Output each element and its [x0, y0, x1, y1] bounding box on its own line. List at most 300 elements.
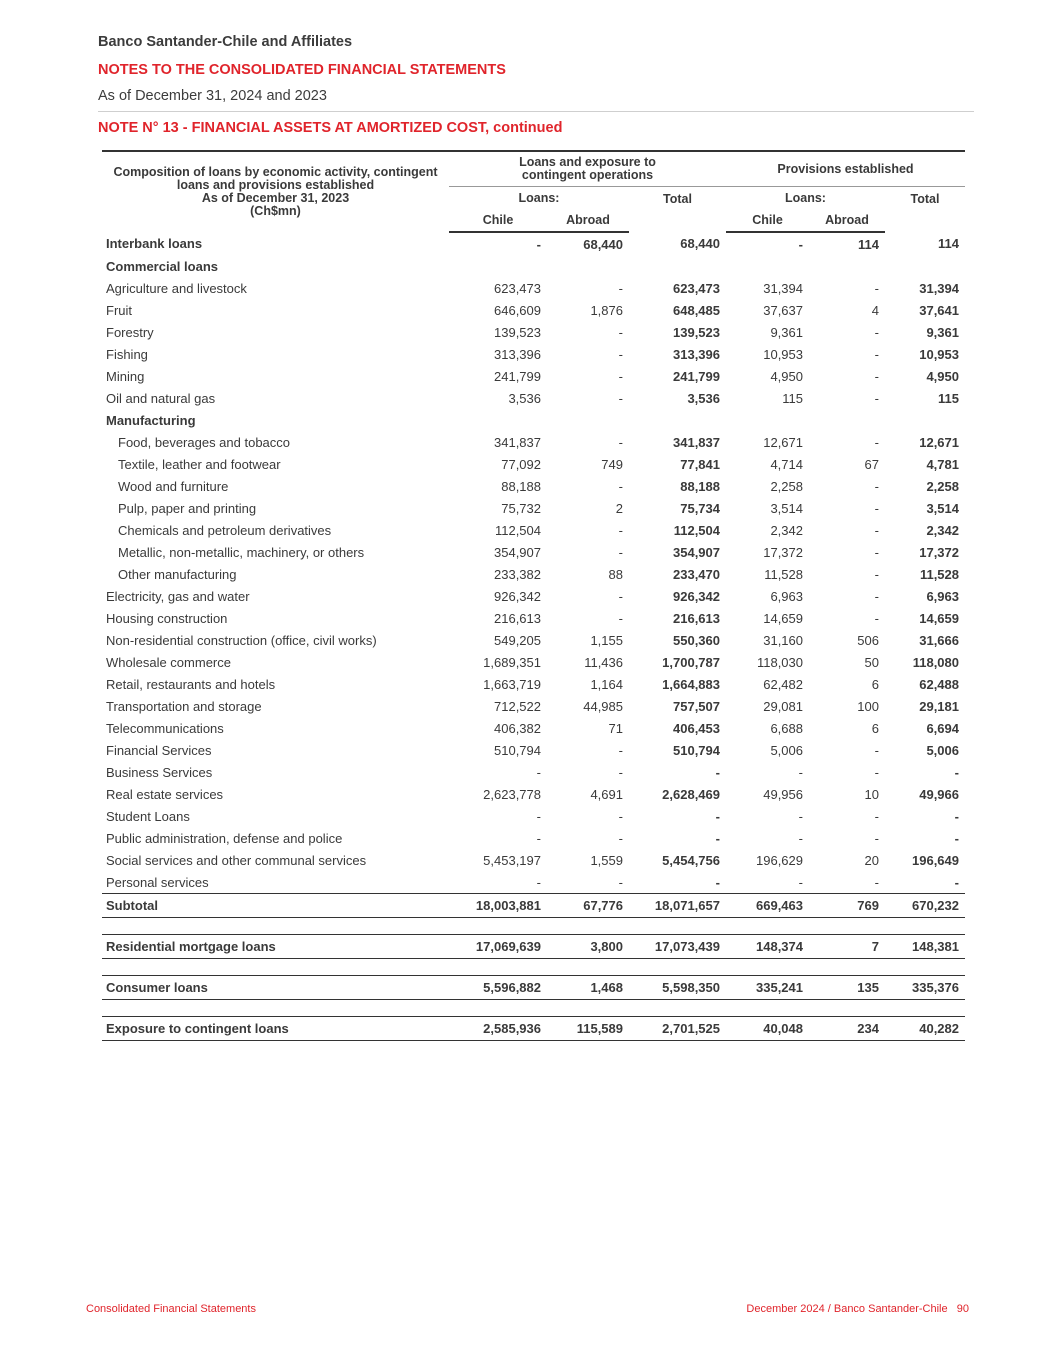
value-cell: - [618, 478, 623, 494]
value-cell: 712,522 [494, 698, 541, 714]
value-cell: 115 [938, 390, 959, 406]
company-name: Banco Santander-Chile and Affiliates [98, 34, 353, 50]
table-row [102, 497, 965, 519]
value-cell: 17,069,639 [449, 935, 547, 959]
value-cell: 3,536 [687, 390, 720, 406]
value-cell: - [618, 368, 623, 384]
footer-right: December 2024 / Banco Santander-Chile 90 [746, 1303, 969, 1315]
value-cell: 112,504 [494, 522, 541, 538]
label-header-line: Composition of loans by economic activity, contingent [113, 165, 438, 179]
value-cell: - [874, 368, 879, 384]
value-cell: - [874, 280, 879, 296]
value-cell: 550,360 [673, 632, 720, 648]
value-cell: 6,694 [926, 720, 959, 736]
table-row [102, 541, 965, 563]
value-cell: 3,800 [547, 935, 629, 959]
value-cell: 510,794 [673, 742, 720, 758]
value-cell: - [954, 830, 959, 846]
value-cell: 44,985 [583, 698, 623, 714]
value-cell: 669,463 [726, 894, 809, 918]
value-cell: - [954, 808, 959, 824]
value-cell: 118,030 [756, 654, 803, 670]
row-label: Chemicals and petroleum derivatives [118, 522, 332, 538]
value-cell: 623,473 [494, 280, 541, 296]
value-cell: 670,232 [885, 894, 965, 918]
value-cell: - [618, 742, 623, 758]
table-row [102, 783, 965, 805]
value-cell: 114 [858, 236, 879, 252]
value-cell: - [536, 830, 541, 846]
value-cell: 1,155 [590, 632, 623, 648]
value-cell: 115,589 [547, 1017, 629, 1041]
value-cell: 40,048 [726, 1017, 809, 1041]
value-cell: 241,799 [673, 368, 720, 384]
value-cell: - [874, 874, 879, 890]
value-cell: - [618, 522, 623, 538]
value-cell: 31,160 [763, 632, 803, 648]
label-header-line: (Ch$mn) [250, 204, 301, 218]
row-label: Forestry [106, 324, 154, 340]
value-cell [629, 409, 726, 431]
value-cell [885, 255, 965, 277]
value-cell: 2,258 [770, 478, 803, 494]
row-label: Public administration, defense and police [106, 830, 343, 846]
row-label: Mining [106, 368, 145, 384]
date-line: As of December 31, 2024 and 2023 [98, 88, 327, 104]
table-row [102, 431, 965, 453]
table-row [102, 321, 965, 343]
row-label: Financial Services [106, 742, 212, 758]
table-total-row [102, 976, 965, 1000]
row-label: Transportation and storage [106, 698, 262, 714]
value-cell: 506 [857, 632, 879, 648]
value-cell: 1,164 [590, 676, 623, 692]
table-row [102, 519, 965, 541]
value-cell: 11,436 [584, 654, 623, 670]
value-cell: 68,440 [583, 236, 623, 252]
value-cell: 67,776 [547, 894, 629, 918]
table-row [102, 827, 965, 849]
value-cell: 1,663,719 [483, 676, 541, 692]
row-label: Student Loans [106, 808, 190, 824]
value-cell: 31,394 [919, 280, 959, 296]
value-cell: - [715, 764, 720, 780]
value-cell: 233,470 [673, 566, 720, 582]
chile-header: Chile [449, 209, 547, 232]
value-cell: 926,342 [673, 588, 720, 604]
value-cell: 2,628,469 [662, 786, 720, 802]
table-row [102, 871, 965, 894]
value-cell: - [715, 830, 720, 846]
provisions-abroad-header: Abroad [809, 209, 885, 232]
label-column-header [102, 151, 449, 232]
total-header: Total [663, 192, 692, 206]
value-cell: 4,781 [926, 456, 959, 472]
value-cell [809, 409, 885, 431]
value-cell: 216,613 [673, 610, 720, 626]
value-cell: 341,837 [673, 434, 720, 450]
value-cell: 31,394 [763, 280, 803, 296]
value-cell: - [536, 808, 541, 824]
row-label: Wholesale commerce [106, 654, 231, 670]
value-cell: 12,671 [763, 434, 803, 450]
value-cell: 49,956 [763, 786, 803, 802]
value-cell: - [618, 830, 623, 846]
value-cell: 234 [809, 1017, 885, 1041]
value-cell: - [618, 588, 623, 604]
provisions-total-header: Total [910, 192, 940, 206]
value-cell: - [618, 874, 623, 890]
table-row [102, 343, 965, 365]
value-cell: 1,559 [590, 852, 623, 868]
value-cell: - [618, 346, 623, 362]
value-cell [547, 409, 629, 431]
value-cell: - [536, 764, 541, 780]
value-cell: - [874, 588, 879, 604]
value-cell: - [874, 390, 879, 406]
value-cell [629, 255, 726, 277]
value-cell: 5,006 [770, 742, 803, 758]
value-cell: 4,950 [926, 368, 959, 384]
value-cell: 233,382 [494, 566, 541, 582]
row-label: Textile, leather and footwear [118, 456, 281, 472]
loans-exposure-group-header: Loans and exposure to contingent operations [449, 151, 726, 187]
value-cell: - [618, 764, 623, 780]
value-cell: 769 [809, 894, 885, 918]
value-cell [726, 409, 809, 431]
value-cell: 112,504 [673, 522, 720, 538]
value-cell: 4,950 [770, 368, 803, 384]
value-cell: 17,073,439 [629, 935, 726, 959]
value-cell: - [618, 610, 623, 626]
row-label: Commercial loans [106, 258, 218, 274]
value-cell: 757,507 [673, 698, 720, 714]
value-cell: - [536, 236, 541, 252]
row-label: Telecommunications [106, 720, 224, 736]
value-cell: 354,907 [494, 544, 541, 560]
table-row [102, 629, 965, 651]
value-cell: 216,613 [494, 610, 541, 626]
table-spacer-row [102, 1000, 965, 1017]
value-cell: - [874, 500, 879, 516]
value-cell: 75,732 [501, 500, 541, 516]
table-row [102, 585, 965, 607]
row-label: Real estate services [106, 786, 224, 802]
spacer-cell [102, 959, 965, 976]
value-cell: 71 [608, 720, 623, 736]
value-cell: 37,641 [919, 302, 959, 318]
value-cell: 1,876 [590, 302, 623, 318]
value-cell: 5,453,197 [483, 852, 541, 868]
value-cell: 75,734 [680, 500, 720, 516]
table-spacer-row [102, 959, 965, 976]
value-cell: - [618, 324, 623, 340]
value-cell: - [874, 610, 879, 626]
value-cell: 5,598,350 [629, 976, 726, 1000]
value-cell: 68,440 [680, 236, 720, 251]
value-cell: 2,342 [770, 522, 803, 538]
value-cell: 6,963 [926, 588, 959, 604]
value-cell: - [874, 544, 879, 560]
value-cell: 3,514 [926, 500, 959, 516]
loans-subheader: Loans: [518, 191, 560, 205]
value-cell: 2 [615, 500, 623, 516]
value-cell: 648,485 [673, 302, 720, 318]
row-label: Housing construction [106, 610, 228, 626]
value-cell: - [798, 874, 803, 890]
value-cell: 313,396 [494, 346, 541, 362]
table-row [102, 695, 965, 717]
table-row [102, 651, 965, 673]
value-cell: 4,691 [590, 786, 623, 802]
value-cell: 50 [864, 654, 879, 670]
value-cell: - [874, 742, 879, 758]
value-cell: - [715, 808, 720, 824]
value-cell: - [874, 566, 879, 582]
value-cell: 549,205 [494, 632, 541, 648]
value-cell [449, 255, 547, 277]
table-row [102, 717, 965, 739]
table-total-row [102, 894, 965, 918]
row-label: Electricity, gas and water [106, 588, 250, 604]
value-cell: 62,482 [763, 676, 803, 692]
value-cell: 18,071,657 [629, 894, 726, 918]
value-cell: 115 [782, 390, 803, 406]
value-cell: 3,514 [770, 500, 803, 516]
value-cell [809, 255, 885, 277]
value-cell: 11,528 [764, 566, 803, 582]
value-cell: - [874, 478, 879, 494]
label-header-line: As of December 31, 2023 [201, 191, 350, 205]
row-label: Food, beverages and tobacco [118, 434, 291, 450]
row-label: Interbank loans [106, 236, 203, 251]
value-cell: 31,666 [919, 632, 959, 648]
value-cell: - [715, 874, 720, 890]
value-cell: - [874, 808, 879, 824]
row-label: Social services and other communal services [106, 852, 367, 868]
value-cell: 341,837 [494, 434, 541, 450]
row-label: Non-residential construction (office, civil works) [106, 632, 377, 648]
value-cell: - [798, 236, 803, 252]
row-label: Wood and furniture [118, 478, 229, 494]
value-cell: 77,841 [680, 456, 720, 472]
value-cell: 139,523 [673, 324, 720, 340]
value-cell: - [536, 874, 541, 890]
value-cell: 4 [871, 302, 879, 318]
value-cell: 29,181 [919, 698, 959, 714]
table-row [102, 849, 965, 871]
value-cell: 114 [938, 236, 959, 251]
value-cell: 17,372 [919, 544, 959, 560]
value-cell: 5,596,882 [449, 976, 547, 1000]
value-cell: - [618, 808, 623, 824]
value-cell: 646,609 [494, 302, 541, 318]
value-cell: 49,966 [919, 786, 959, 802]
value-cell: 88,188 [501, 478, 541, 494]
value-cell: 354,907 [673, 544, 720, 560]
provisions-chile-header: Chile [726, 209, 809, 232]
value-cell: 623,473 [673, 280, 720, 296]
value-cell: - [954, 764, 959, 780]
row-label: Oil and natural gas [106, 390, 216, 406]
value-cell: 37,637 [763, 302, 803, 318]
value-cell: 14,659 [919, 610, 959, 626]
row-label: Agriculture and livestock [106, 280, 247, 296]
value-cell: 6 [871, 720, 879, 736]
value-cell: 335,376 [885, 976, 965, 1000]
value-cell: 4,714 [770, 456, 803, 472]
row-label: Residential mortgage loans [102, 935, 449, 959]
value-cell: 2,258 [926, 478, 959, 494]
row-label: Personal services [106, 874, 209, 890]
value-cell [547, 255, 629, 277]
table-row [102, 232, 965, 255]
value-cell: 510,794 [494, 742, 541, 758]
value-cell: 29,081 [763, 698, 803, 714]
value-cell: 14,659 [763, 610, 803, 626]
note-title: NOTE N° 13 - FINANCIAL ASSETS AT AMORTIZED COST, continued [98, 120, 563, 136]
table-row [102, 387, 965, 409]
loans-table [102, 150, 965, 1041]
value-cell: 6,963 [770, 588, 803, 604]
value-cell [885, 409, 965, 431]
value-cell: 5,006 [926, 742, 959, 758]
provisions-loans-subheader: Loans: [785, 191, 826, 205]
value-cell: 7 [809, 935, 885, 959]
row-label: Other manufacturing [118, 566, 237, 582]
value-cell: - [874, 764, 879, 780]
value-cell: - [874, 324, 879, 340]
table-row [102, 607, 965, 629]
row-label: Metallic, non-metallic, machinery, or others [118, 544, 365, 560]
value-cell: 17,372 [763, 544, 803, 560]
value-cell: 148,374 [726, 935, 809, 959]
row-label: Consumer loans [102, 976, 449, 1000]
footer-left: Consolidated Financial Statements [86, 1303, 256, 1315]
value-cell: - [618, 434, 623, 450]
value-cell [726, 255, 809, 277]
row-label: Fruit [106, 302, 132, 318]
value-cell: - [618, 390, 623, 406]
table-row [102, 761, 965, 783]
value-cell [449, 409, 547, 431]
notes-title: NOTES TO THE CONSOLIDATED FINANCIAL STATEMENTS [98, 62, 506, 78]
row-label: Subtotal [102, 894, 449, 918]
value-cell: 1,689,351 [483, 654, 541, 670]
value-cell: - [798, 830, 803, 846]
value-cell: 2,623,778 [483, 786, 541, 802]
value-cell: - [874, 346, 879, 362]
value-cell: 3,536 [508, 390, 541, 406]
value-cell: 100 [857, 698, 879, 714]
value-cell: 10,953 [763, 346, 803, 362]
value-cell: 10 [864, 786, 879, 802]
table-row [102, 805, 965, 827]
row-label: Pulp, paper and printing [118, 500, 257, 516]
value-cell: 135 [809, 976, 885, 1000]
value-cell: 9,361 [926, 324, 959, 340]
value-cell: 5,454,756 [662, 852, 720, 868]
value-cell: 11,528 [919, 566, 959, 582]
value-cell: 196,649 [912, 852, 959, 868]
value-cell: 2,342 [926, 522, 959, 538]
row-label: Manufacturing [106, 412, 196, 428]
value-cell: - [954, 874, 959, 890]
provisions-group-header: Provisions established [726, 151, 965, 187]
value-cell: 406,453 [673, 720, 720, 736]
value-cell: 118,080 [912, 654, 959, 670]
value-cell: 40,282 [885, 1017, 965, 1041]
value-cell: 77,092 [501, 456, 541, 472]
value-cell: 1,700,787 [662, 654, 720, 670]
value-cell: 139,523 [494, 324, 541, 340]
value-cell: - [618, 544, 623, 560]
value-cell: 6 [871, 676, 879, 692]
value-cell: - [874, 434, 879, 450]
spacer-cell [102, 1000, 965, 1017]
table-row [102, 409, 965, 431]
value-cell: 926,342 [494, 588, 541, 604]
value-cell: 1,664,883 [662, 676, 720, 692]
table-row [102, 299, 965, 321]
row-label: Fishing [106, 346, 148, 362]
header-divider [98, 111, 974, 112]
value-cell: 2,585,936 [449, 1017, 547, 1041]
row-label: Retail, restaurants and hotels [106, 676, 276, 692]
table-body [102, 232, 965, 1041]
value-cell: - [618, 280, 623, 296]
value-cell: - [798, 808, 803, 824]
value-cell: 10,953 [919, 346, 959, 362]
table-spacer-row [102, 918, 965, 935]
abroad-header: Abroad [547, 209, 629, 232]
spacer-cell [102, 918, 965, 935]
value-cell: 749 [601, 456, 623, 472]
value-cell: 6,688 [770, 720, 803, 736]
value-cell: 88 [608, 566, 623, 582]
table-row [102, 365, 965, 387]
table-total-row [102, 1017, 965, 1041]
table-row [102, 475, 965, 497]
value-cell: 9,361 [770, 324, 803, 340]
value-cell: 88,188 [680, 478, 720, 494]
value-cell: 62,488 [919, 676, 959, 692]
value-cell: 2,701,525 [629, 1017, 726, 1041]
value-cell: - [874, 522, 879, 538]
value-cell: 18,003,881 [449, 894, 547, 918]
table-row [102, 277, 965, 299]
table-row [102, 453, 965, 475]
table-row [102, 255, 965, 277]
row-label: Exposure to contingent loans [102, 1017, 449, 1041]
label-header-line: loans and provisions established [176, 178, 375, 192]
value-cell: 335,241 [726, 976, 809, 1000]
table-row [102, 739, 965, 761]
table-total-row [102, 935, 965, 959]
table-row [102, 673, 965, 695]
row-label: Business Services [106, 764, 213, 780]
value-cell: 12,671 [919, 434, 959, 450]
value-cell: 1,468 [547, 976, 629, 1000]
value-cell: - [874, 830, 879, 846]
value-cell: 148,381 [885, 935, 965, 959]
value-cell: 67 [864, 456, 879, 472]
value-cell: 313,396 [673, 346, 720, 362]
value-cell: 241,799 [494, 368, 541, 384]
value-cell: 20 [864, 852, 879, 868]
table-row [102, 563, 965, 585]
value-cell: - [798, 764, 803, 780]
